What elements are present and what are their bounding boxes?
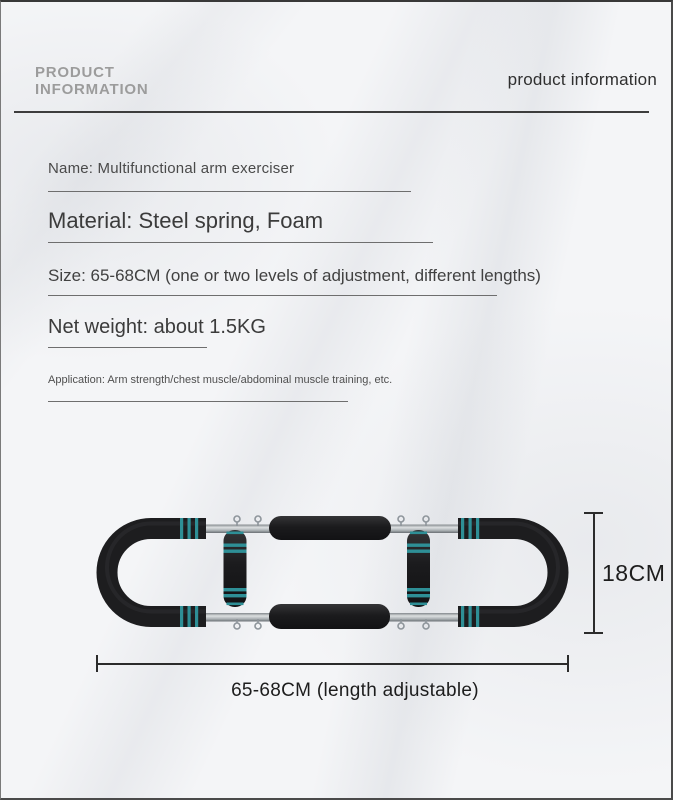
spec-net-weight-underline bbox=[48, 347, 207, 348]
spec-material: Material: Steel spring, Foam bbox=[48, 208, 324, 233]
width-dimension-cap-right bbox=[567, 655, 569, 672]
left-foam-roller bbox=[224, 530, 247, 607]
spec-name: Name: Multifunctional arm exerciser bbox=[48, 160, 295, 177]
spec-name-underline bbox=[48, 191, 411, 192]
height-dimension-cap-bottom bbox=[584, 632, 603, 634]
header-divider bbox=[14, 111, 649, 113]
page-subtitle: product information bbox=[507, 70, 657, 89]
height-dimension-cap-top bbox=[584, 512, 603, 514]
page-title bbox=[35, 64, 149, 98]
width-dimension-line bbox=[96, 663, 569, 665]
spec-application: Application: Arm strength/chest muscle/abdominal muscle training, etc. bbox=[48, 374, 393, 386]
page-title-line1: PRODUCT bbox=[35, 64, 115, 81]
width-dimension-label: 65-68CM (length adjustable) bbox=[231, 680, 479, 701]
height-dimension-label: 18CM bbox=[602, 560, 666, 586]
top-center-foam-grip bbox=[269, 516, 391, 540]
spec-net-weight: Net weight: about 1.5KG bbox=[48, 316, 266, 338]
bottom-center-foam-grip bbox=[269, 604, 390, 629]
spec-size-underline bbox=[48, 295, 497, 296]
page-title-line2: INFORMATION bbox=[35, 81, 149, 98]
height-dimension-line bbox=[593, 513, 595, 633]
width-dimension-cap-left bbox=[96, 655, 98, 672]
spec-size: Size: 65-68CM (one or two levels of adjustment, different lengths) bbox=[48, 266, 541, 285]
left-u-handle bbox=[107, 529, 206, 617]
spec-application-underline bbox=[48, 401, 348, 402]
spec-material-underline bbox=[48, 242, 433, 243]
right-u-handle bbox=[458, 529, 558, 617]
right-foam-roller bbox=[407, 530, 430, 607]
product-photo bbox=[81, 495, 601, 670]
